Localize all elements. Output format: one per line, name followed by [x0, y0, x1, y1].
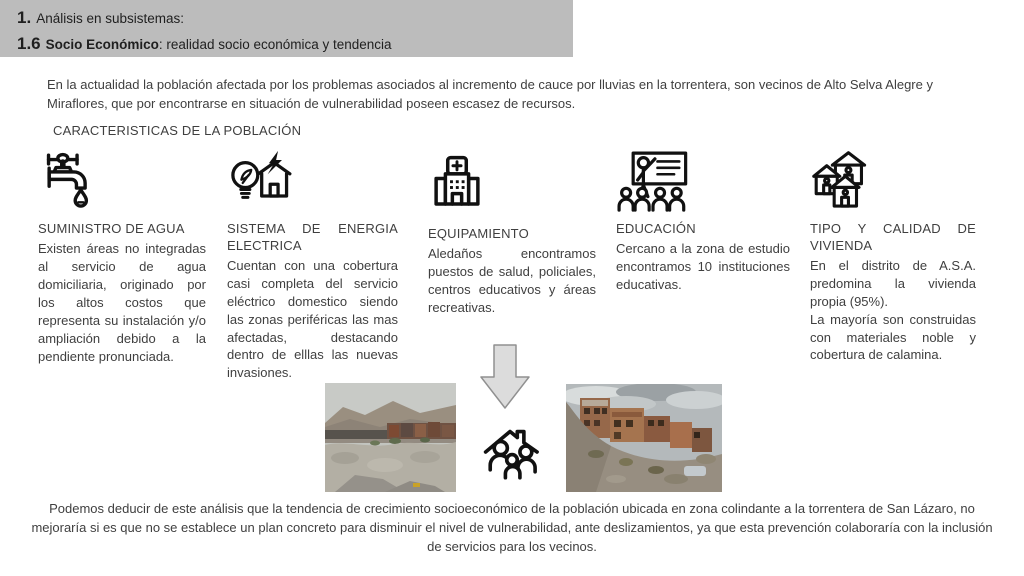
family-home-icon: [479, 416, 545, 484]
section-title: CARACTERISTICAS DE LA POBLACIÓN: [53, 123, 302, 138]
down-arrow-icon: [480, 344, 530, 410]
column-paragraph: Cuentan con una cobertura casi completa del servicio eléctrico domestico siendo las zonas periféricas las mas afectadas, destacando dentro de elllas las nuevas invasiones.: [227, 257, 398, 381]
column-title: TIPO Y CALIDAD DE VIVIENDA: [810, 221, 976, 253]
intro-paragraph: En la actualidad la población afectada por los problemas asociados al incremento de cauce por lluvias en la torrentera, son vecinos de Alto Selva Alegre y Miraflores, que por encontrarse en situación de vulnerabilidad poseen escasez de recursos.: [47, 77, 933, 111]
water-tap-icon: [38, 148, 206, 214]
conclusion-paragraph: Podemos deducir de este análisis que la tendencia de crecimiento socioeconómico de la población ubicada en zona colindante a la torrentera de San Lázaro, no mejoraría si es que no se establece un plan concreto para disminuir el nivel de vulnerabilidad, ante deslizamientos, ya que esta prevención colaboraría con la inclusión de servicios para los vecinos.: [31, 501, 993, 554]
column-equipamiento: [428, 148, 596, 317]
header-line-1: [17, 5, 573, 31]
column-vivienda: [810, 148, 976, 364]
column-body: [616, 240, 790, 294]
column-paragraph: Existen áreas no integradas al servicio de agua domiciliaria, originado por los altos costos que representa su instalación y/o ampliación debido a la pendiente pronunciada.: [38, 240, 206, 364]
column-title: EQUIPAMIENTO: [428, 226, 529, 241]
photo-dry-ravine-torrentera: [325, 383, 456, 492]
column-paragraph: Cercano a la zona de estudio encontramos 10 instituciones educativas.: [616, 240, 790, 292]
column-body: [38, 240, 206, 366]
column-suministro-agua: [38, 148, 206, 365]
column-body: [227, 257, 398, 383]
houses-icon: [810, 148, 976, 214]
column-paragraph: En el distrito de A.S.A. predomina la vivienda propia (95%).: [810, 257, 976, 309]
column-title: SISTEMA DE ENERGIA ELECTRICA: [227, 221, 398, 253]
energy-house-icon: [227, 148, 398, 214]
column-body: [810, 257, 976, 365]
header-line-2: [17, 31, 573, 57]
header-subtitle-bold: Socio Económico: [45, 37, 159, 52]
header-text-1: Análisis en subsistemas:: [36, 11, 185, 26]
column-paragraph: La mayoría son construidas con materiales noble y cobertura de calamina.: [810, 311, 976, 363]
column-educacion: [616, 148, 790, 294]
education-icon: [616, 148, 790, 214]
header-banner: [0, 0, 573, 57]
header-subtitle-rest: : realidad socio económica y tendencia: [158, 37, 392, 52]
column-paragraph: Aledaños encontramos puestos de salud, policiales, centros educativos y áreas recreativas.: [428, 245, 596, 315]
photo-hillside-buildings: [566, 384, 722, 492]
header-number-1: 1.: [17, 8, 32, 27]
header-number-2: 1.6: [17, 34, 41, 53]
column-title: SUMINISTRO DE AGUA: [38, 221, 185, 236]
column-title: EDUCACIÓN: [616, 221, 696, 236]
column-body: [428, 245, 596, 317]
column-energia-electrica: [227, 148, 398, 382]
hospital-icon: [428, 148, 596, 219]
